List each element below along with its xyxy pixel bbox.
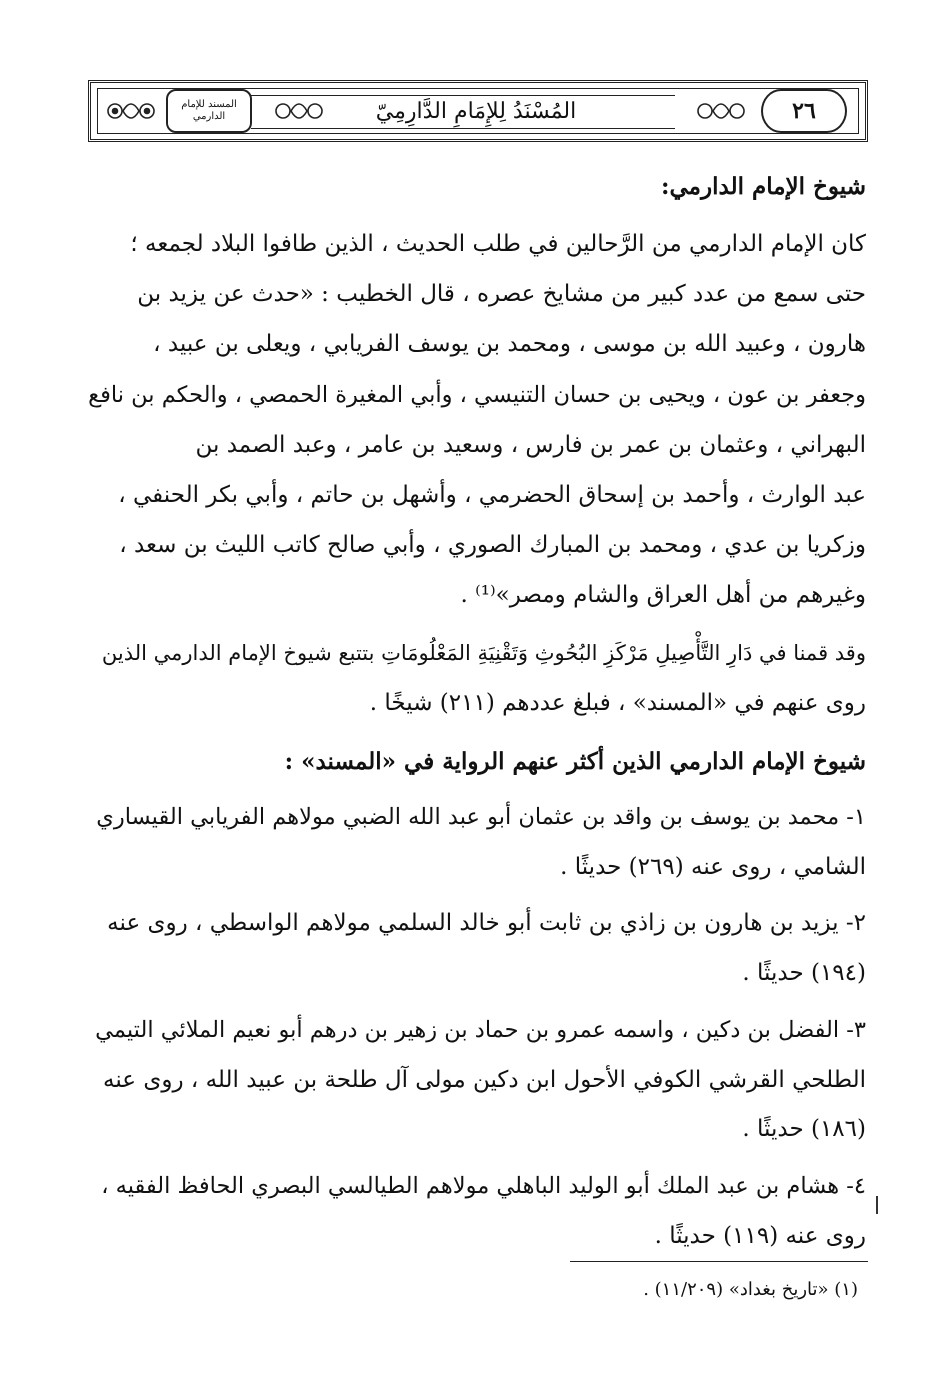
paragraph-line: كان الإمام الدارمي من الرَّحالين في طلب الحديث ، الذين طافوا البلاد لجمعه ؛	[130, 231, 866, 257]
list-item-continuation: روى عنه (١١٩) حديثًا .	[654, 1223, 866, 1249]
paragraph-line: عبد الوارث ، وأحمد بن إسحاق الحضرمي ، وأشهل بن حاتم ، وأبي بكر الحنفي ،	[118, 482, 866, 508]
margin-mark	[876, 1196, 878, 1214]
section-heading: شيوخ الإمام الدارمي الذين أكثر عنهم الرواية في «المسند» :	[284, 748, 866, 775]
paragraph-line: وزكريا بن عدي ، ومحمد بن المبارك الصوري ، وأبي صالح كاتب الليث بن سعد ،	[119, 532, 866, 558]
list-item-continuation: الشامي ، روى عنه (٢٦٩) حديثًا .	[560, 854, 866, 880]
list-item: ٣- الفضل بن دكين ، واسمه عمرو بن حماد بن زهير بن درهم أبو نعيم الملائي التيمي	[95, 1017, 866, 1043]
paragraph-line: هارون ، وعبيد الله بن موسى ، ومحمد بن يوسف الفريابي ، ويعلى بن عبيد ،	[153, 331, 866, 357]
paragraph-line: حتى سمع من عدد كبير من مشايخ عصره ، قال الخطيب : «حدث عن يزيد بن	[137, 281, 866, 307]
list-item-continuation: الطلحي القرشي الكوفي الأحول ابن دكين مولى آل طلحة بن عبيد الله ، روى عنه	[103, 1067, 866, 1093]
ornament-icon	[691, 89, 751, 133]
footnote: (١) «تاريخ بغداد» (١١/٢٠٩) .	[643, 1279, 858, 1300]
ornament-icon	[101, 89, 161, 133]
seal-text: المسند للإمام الدارمي	[181, 99, 237, 122]
page-header	[88, 80, 868, 142]
book-title: المُسْنَدُ لِلإِمَامِ الدَّارِمِيّ	[375, 99, 577, 124]
footnote-divider	[570, 1261, 868, 1262]
book-seal-logo	[166, 89, 252, 133]
section-heading: شيوخ الإمام الدارمي:	[661, 173, 866, 200]
list-item-continuation: (١٩٤) حديثًا .	[742, 960, 866, 986]
paragraph-line: البهراني ، وعثمان بن عمر بن فارس ، وسعيد بن عامر ، وعبد الصمد بن	[195, 432, 866, 458]
paragraph-line: روى عنهم في «المسند» ، فبلغ عددهم (٢١١) شيخًا .	[369, 690, 866, 716]
paragraph-line: وقد قمنا في دَارِ التَّأْصِيلِ مَرْكَزِ البُحُوثِ وَتَقْنِيَةِ المَعْلُومَاتِ بتتبع شيوخ الإمام الدارمي الذين	[101, 641, 866, 665]
list-item: ١- محمد بن يوسف بن واقد بن عثمان أبو عبد الله الضبي مولاهم الفريابي القيساري	[96, 804, 866, 830]
paragraph-line: وجعفر بن عون ، ويحيى بن حسان التنيسي ، وأبي المغيرة الحمصي ، والحكم بن نافع	[88, 382, 866, 408]
paragraph-line: وغيرهم من أهل العراق والشام ومصر»⁽¹⁾ .	[460, 582, 866, 608]
page-number: ٢٦	[761, 89, 847, 133]
list-item: ٤- هشام بن عبد الملك أبو الوليد الباهلي مولاهم الطيالسي البصري الحافظ الفقيه ،	[101, 1173, 866, 1199]
list-item-continuation: (١٨٦) حديثًا .	[742, 1116, 866, 1142]
list-item: ٢- يزيد بن هارون بن زاذي بن ثابت أبو خالد السلمي مولاهم الواسطي ، روى عنه	[107, 910, 866, 936]
